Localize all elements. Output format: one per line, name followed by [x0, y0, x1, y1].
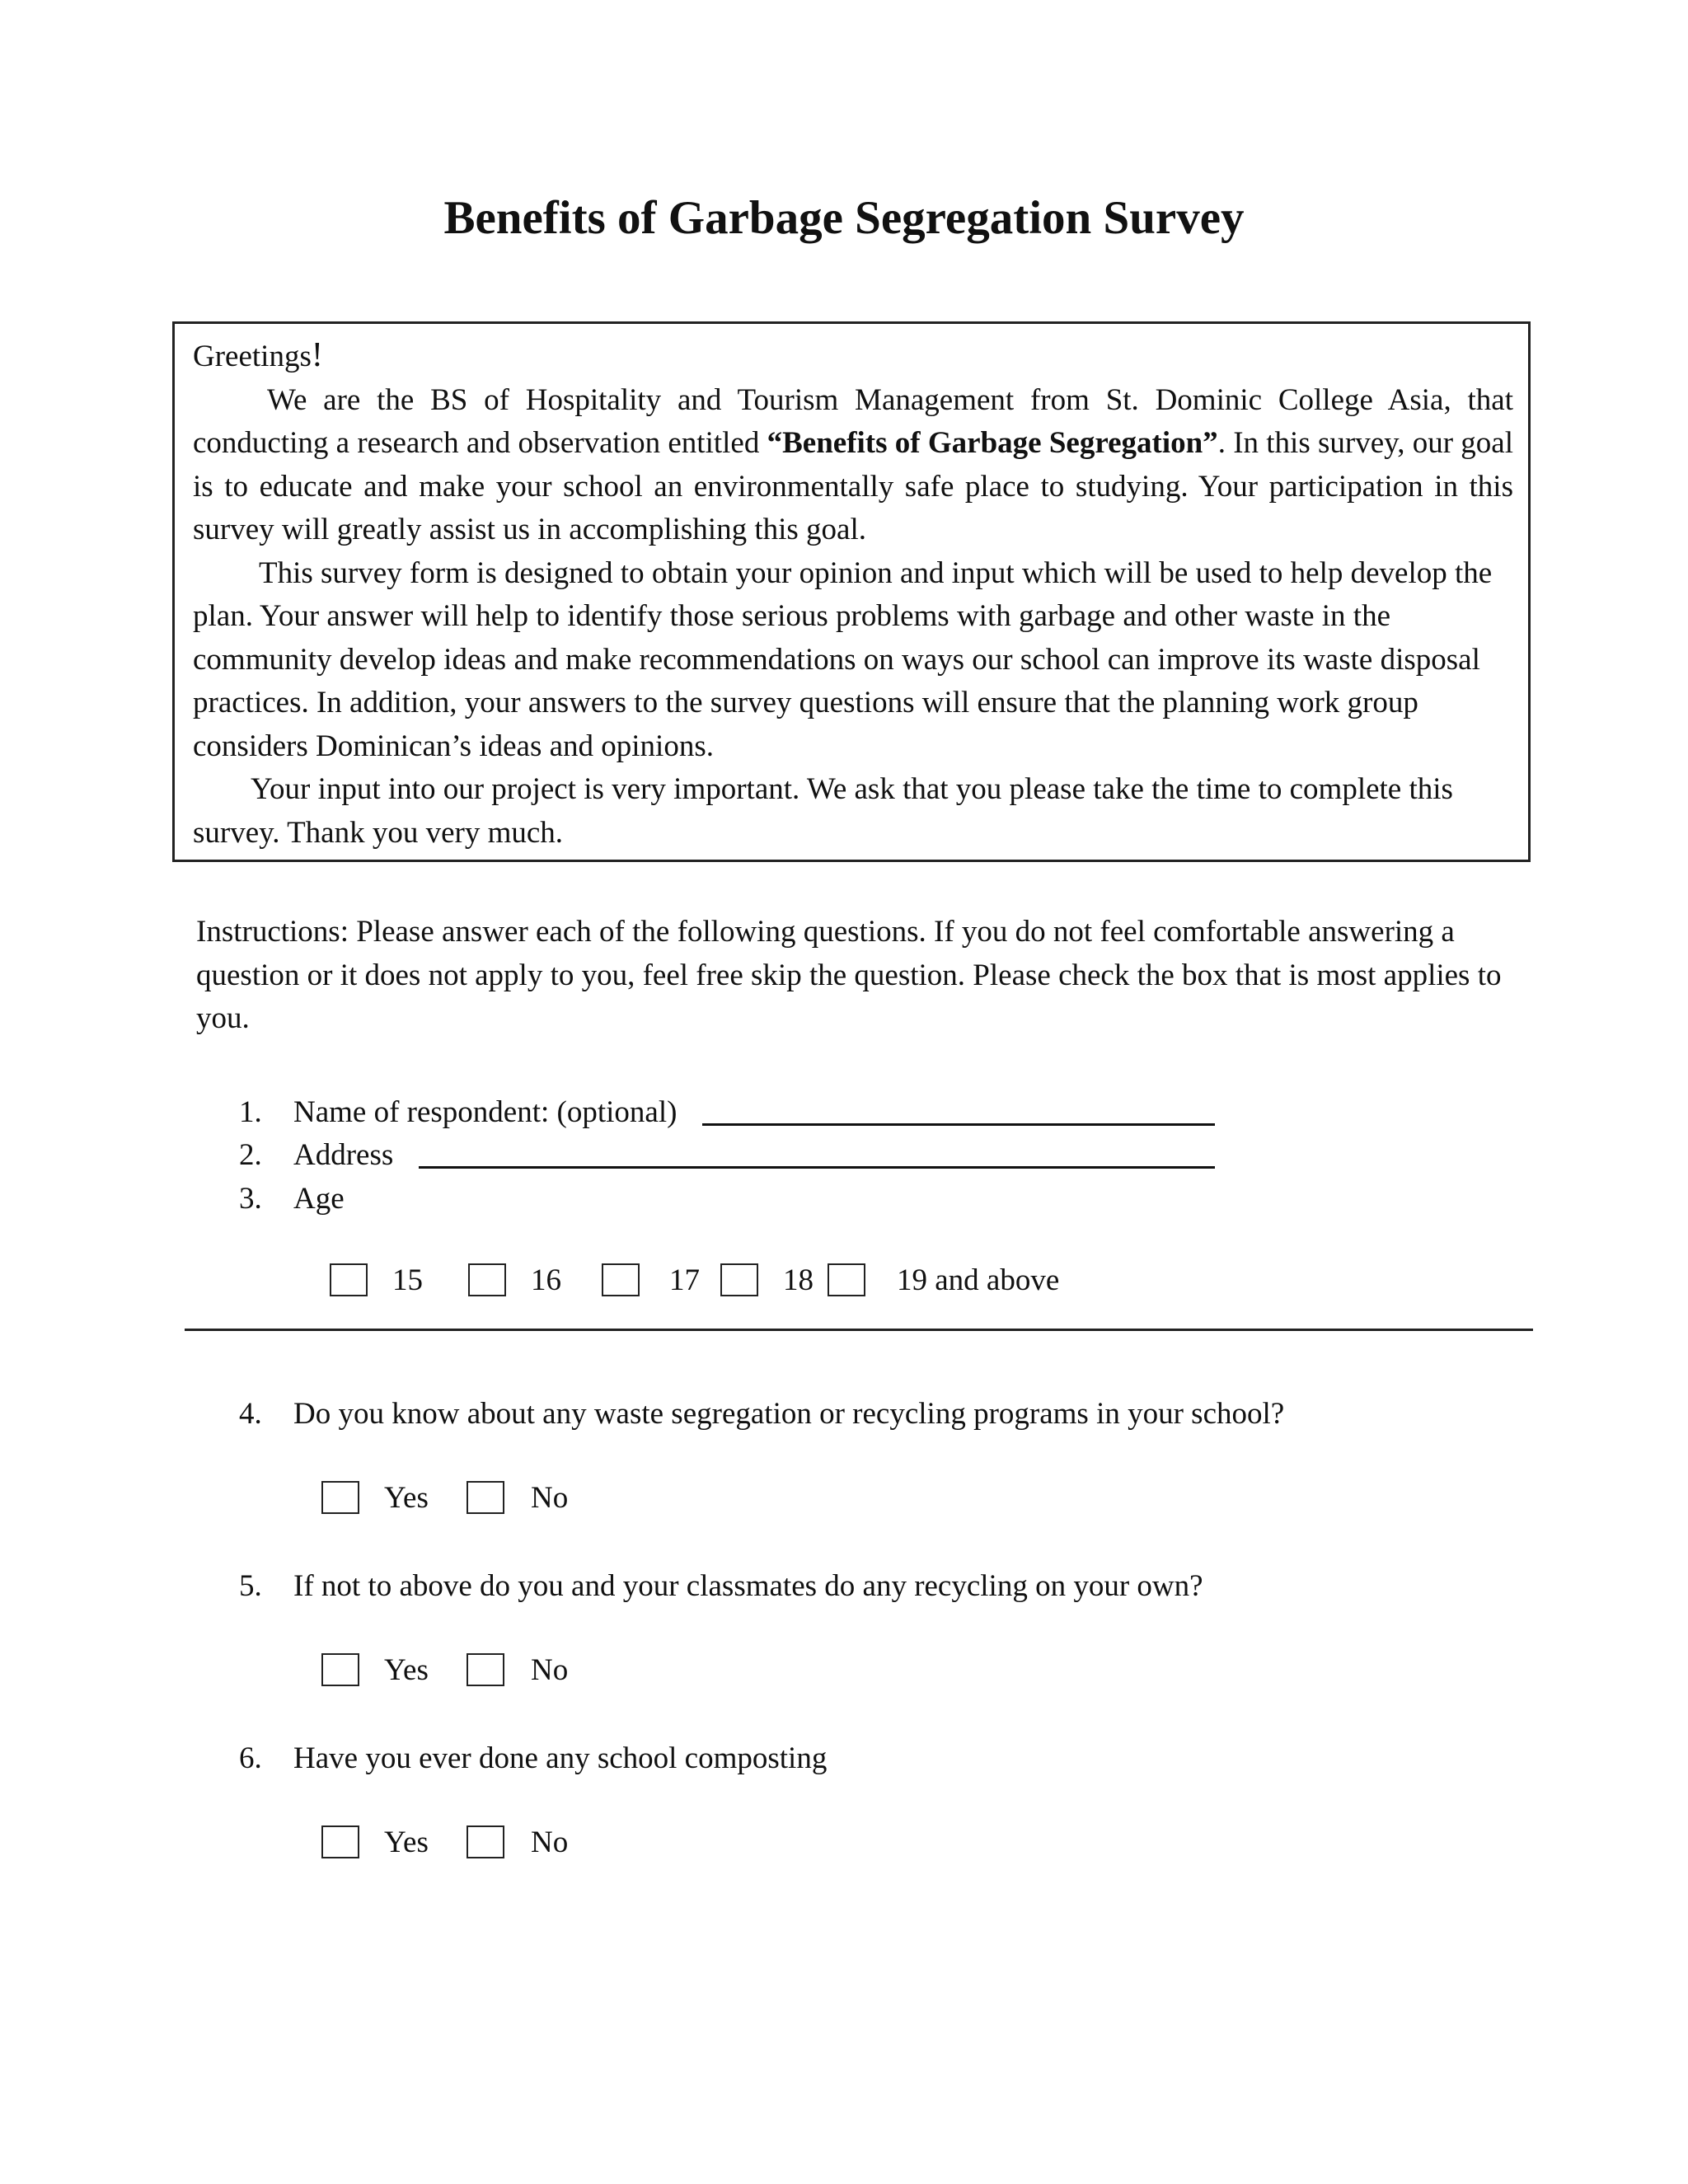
question-4: [239, 1396, 1284, 1432]
question-5-options: [0, 1653, 1688, 1694]
greeting-paragraph-1: [193, 379, 1513, 552]
question-6: [239, 1741, 827, 1777]
age-19-and-above-label: 19 and above: [897, 1263, 1060, 1297]
question-6-options: [0, 1825, 1688, 1867]
question-number: 2.: [239, 1138, 262, 1172]
research-title: “Benefits of Garbage Segregation”: [767, 426, 1218, 460]
q6-no-label: No: [531, 1825, 569, 1859]
q4-no-checkbox[interactable]: [467, 1481, 504, 1514]
greeting-paragraph-2: This survey form is designed to obtain your opinion and input which will be used to help develop the plan. Your answer will help to identify those serious problems with garbage and other waste in the community develop ideas and make recommendations on ways our school can improve its waste disposal practices. In addition, your answers to the survey questions will ensure that the planning work group considers Dominican’s ideas and opinions.: [193, 555, 1493, 763]
instructions: Instructions: Please answer each of the following questions. If you do not feel comfortable answering a question or it does not apply to you, feel free skip the question. Please check the box that is most applies to you.: [196, 915, 1502, 1035]
age-16-checkbox[interactable]: [468, 1263, 506, 1296]
age-15-checkbox[interactable]: [330, 1263, 368, 1296]
greeting-paragraph-3: Your input into our project is very important. We ask that you please take the time to complete this survey. Thank you very much.: [193, 772, 1453, 850]
age-17-checkbox[interactable]: [602, 1263, 640, 1296]
age-15-label: 15: [392, 1263, 423, 1297]
q4-yes-label: Yes: [384, 1481, 429, 1515]
question-1: [239, 1094, 677, 1131]
q4-no-label: No: [531, 1481, 569, 1515]
address-input-line[interactable]: [419, 1166, 1215, 1169]
exclamation-mark: !: [311, 336, 323, 374]
p1-text-before: We are the BS of Hospitality and Tourism Management from St. Dominic College Asia, that conducting a research and observation entitled: [193, 382, 1513, 460]
question-text: Age: [293, 1182, 345, 1216]
q6-yes-label: Yes: [384, 1825, 429, 1859]
section-divider: [185, 1329, 1533, 1331]
question-text: Have you ever done any school composting: [293, 1741, 828, 1775]
question-text: Do you know about any waste segregation or recycling programs in your school?: [293, 1397, 1285, 1431]
q5-no-checkbox[interactable]: [467, 1653, 504, 1686]
p1-text-after: . In this survey, our goal is to educate and make your school an environmentally safe place to studying. Your participation in this survey will greatly assist us in accomplishing this goal.: [193, 426, 1514, 546]
question-number: 6.: [239, 1741, 262, 1775]
age-17-label: 17: [669, 1263, 700, 1297]
age-18-checkbox[interactable]: [720, 1263, 758, 1296]
q6-yes-checkbox[interactable]: [321, 1825, 359, 1858]
page-title: Benefits of Garbage Segregation Survey: [443, 192, 1245, 244]
q5-yes-checkbox[interactable]: [321, 1653, 359, 1686]
name-input-line[interactable]: [702, 1123, 1215, 1126]
question-3: [239, 1181, 345, 1217]
question-2: [239, 1137, 393, 1174]
age-19-and-above-checkbox[interactable]: [828, 1263, 865, 1296]
question-text: If not to above do you and your classmates do any recycling on your own?: [293, 1569, 1203, 1603]
q5-no-label: No: [531, 1653, 569, 1687]
age-options: [0, 1263, 1688, 1305]
q6-no-checkbox[interactable]: [467, 1825, 504, 1858]
question-text: Address: [293, 1138, 394, 1172]
question-5: [239, 1568, 1203, 1605]
question-number: 5.: [239, 1569, 262, 1603]
question-text: Name of respondent: (optional): [293, 1095, 678, 1129]
q5-yes-label: Yes: [384, 1653, 429, 1687]
age-18-label: 18: [783, 1263, 814, 1297]
q4-yes-checkbox[interactable]: [321, 1481, 359, 1514]
greeting-salutation: [193, 334, 1513, 379]
age-16-label: 16: [531, 1263, 561, 1297]
question-number: 1.: [239, 1095, 262, 1129]
question-4-options: [0, 1481, 1688, 1522]
salutation-text: Greetings: [193, 340, 312, 373]
question-number: 4.: [239, 1397, 262, 1431]
greeting-text: [193, 334, 1513, 855]
question-number: 3.: [239, 1182, 262, 1216]
